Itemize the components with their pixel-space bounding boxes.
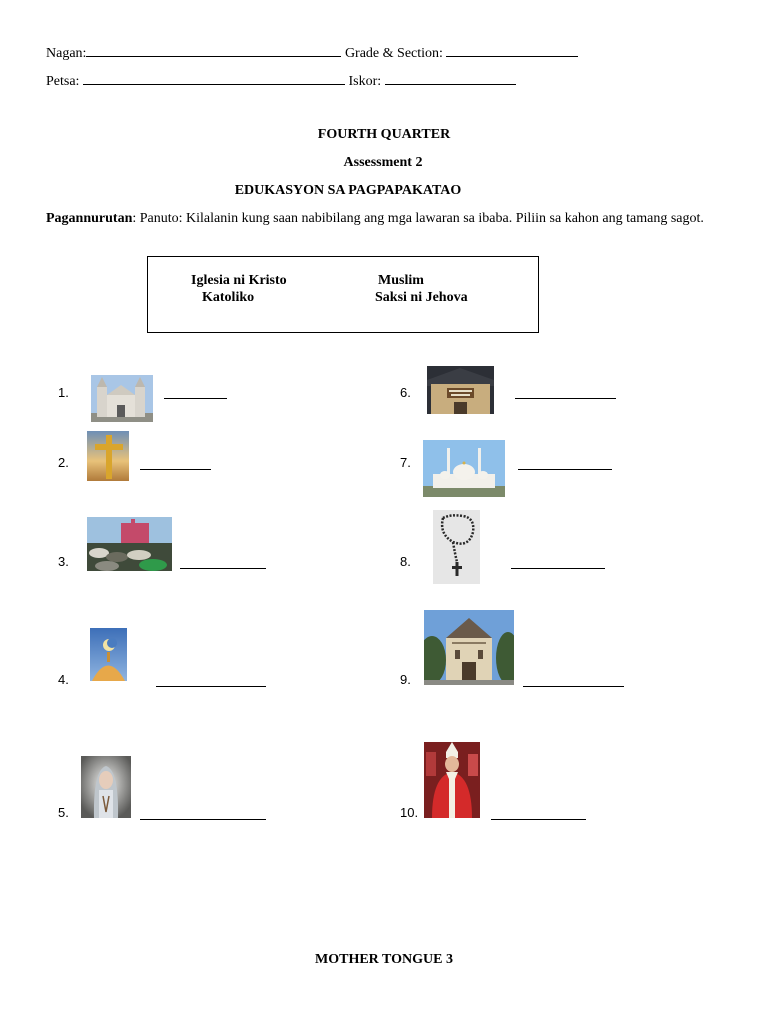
mosque-photo: [423, 440, 505, 497]
answer-line-2[interactable]: [140, 469, 211, 470]
item-number-9: 9.: [400, 672, 411, 687]
instructions-label: Pagannurutan: [46, 211, 133, 226]
cathedral-photo: [91, 375, 153, 422]
score-label: Iskor:: [348, 74, 382, 89]
item-number-10: 10.: [400, 805, 419, 820]
church-facade-photo: [424, 610, 514, 685]
item-number-6: 6.: [400, 385, 411, 400]
date-field[interactable]: [83, 72, 345, 85]
item-number-2: 2.: [58, 455, 69, 470]
item-number-8: 8.: [400, 554, 411, 569]
grade-field[interactable]: [446, 44, 578, 57]
answer-line-3[interactable]: [180, 568, 266, 569]
quarter-title: FOURTH QUARTER: [317, 127, 451, 142]
answer-line-8[interactable]: [511, 568, 605, 569]
item-number-5: 5.: [58, 805, 69, 820]
item-number-7: 7.: [400, 455, 411, 470]
answer-line-4[interactable]: [156, 686, 266, 687]
name-field[interactable]: [86, 44, 341, 57]
crescent-moon-dome-photo: [90, 628, 127, 681]
name-row: [46, 44, 578, 62]
grade-label: Grade & Section:: [344, 46, 443, 61]
footer-subject: MOTHER TONGUE 3: [315, 952, 453, 967]
item-number-1: 1.: [58, 385, 69, 400]
item-number-3: 3.: [58, 554, 69, 569]
answer-line-1[interactable]: [164, 398, 227, 399]
golden-cross-photo: [87, 431, 129, 481]
choices-box: [147, 256, 539, 333]
kingdom-hall-photo: [427, 366, 494, 414]
name-label: Nagan:: [46, 46, 87, 61]
answer-line-7[interactable]: [518, 469, 612, 470]
score-field[interactable]: [385, 72, 516, 85]
choice-katoliko: Katoliko: [202, 290, 255, 305]
choice-muslim: Muslim: [378, 273, 424, 288]
subject-title: EDUKASYON SA PAGPAPAKATAO: [234, 183, 462, 198]
pope-photo: [424, 742, 480, 818]
item-number-4: 4.: [58, 672, 69, 687]
answer-line-9[interactable]: [523, 686, 624, 687]
instructions-text: : Panuto: Kilalanin kung saan nabibilang ang mga lawaran sa ibaba. Piliin sa kahon ang tamang sagot.: [132, 211, 704, 226]
choice-iglesia: Iglesia ni Kristo: [191, 273, 287, 288]
virgin-mary-photo: [81, 756, 131, 818]
assessment-title: Assessment 2: [343, 155, 423, 170]
answer-line-10[interactable]: [491, 819, 586, 820]
rosary-photo: [433, 510, 480, 584]
muslim-prayer-crowd-photo: [87, 517, 172, 571]
date-label: Petsa:: [46, 74, 80, 89]
date-row: [46, 72, 516, 90]
answer-line-6[interactable]: [515, 398, 616, 399]
answer-line-5[interactable]: [140, 819, 266, 820]
choice-saksi: Saksi ni Jehova: [375, 290, 468, 305]
instructions: [46, 210, 706, 228]
